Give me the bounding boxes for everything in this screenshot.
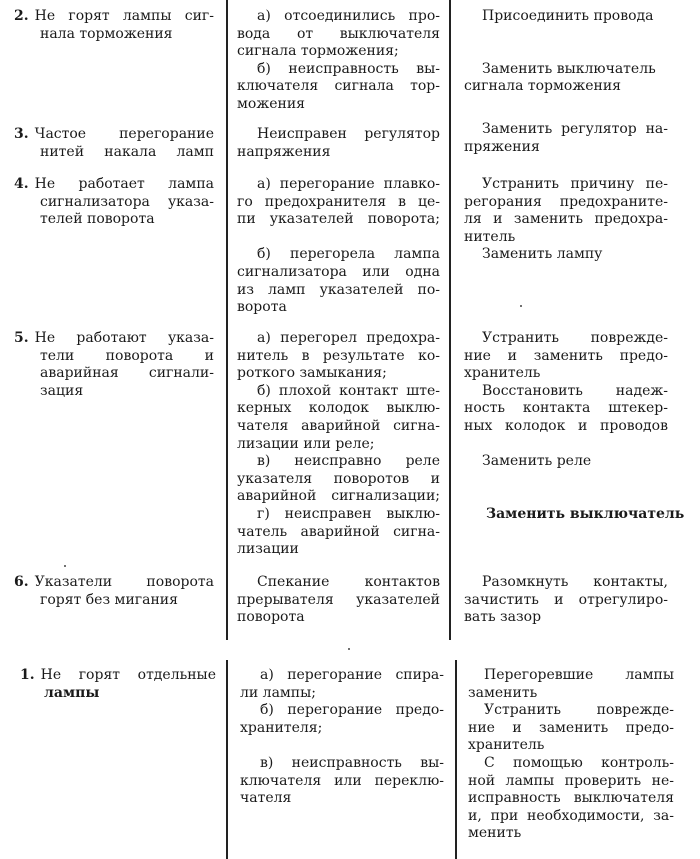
remedy-line: Заменить выключатель bbox=[486, 505, 685, 522]
problem-line: 6. Указатели поворота bbox=[14, 574, 214, 590]
row-3-remedy bbox=[464, 121, 668, 156]
cause-line: хранителя; bbox=[240, 719, 323, 736]
row-1-problem bbox=[20, 667, 216, 702]
problem-line: 1. Не горят отдельные bbox=[20, 667, 216, 683]
remedy-line: хранитель bbox=[468, 737, 545, 754]
cause-line: ключателя сигнала тор- bbox=[237, 78, 440, 95]
print-speck bbox=[348, 648, 350, 650]
row-4-cause bbox=[237, 176, 440, 317]
row-3-problem bbox=[14, 126, 214, 161]
row-6-remedy bbox=[464, 574, 668, 627]
remedy-line: исправность выключателя bbox=[468, 790, 674, 807]
remedy-line: ля и заменить предохра- bbox=[464, 211, 668, 228]
remedy-line: вать зазор bbox=[464, 609, 542, 626]
row-4-remedy bbox=[464, 176, 668, 264]
problem-line: лампы bbox=[44, 684, 100, 701]
problem-line: тели поворота и bbox=[40, 347, 214, 364]
cause-line: в) неисправно реле bbox=[257, 453, 440, 470]
remedy-line: хранитель bbox=[464, 365, 541, 382]
problem-line: сигнализатора указа- bbox=[40, 193, 214, 210]
row-2-remedy bbox=[464, 8, 668, 96]
remedy-line: Присоединить провода bbox=[482, 8, 654, 24]
cause-line: Спекание контактов bbox=[257, 574, 440, 590]
cause-line: лизации bbox=[237, 541, 299, 558]
cause-line: б) плохой контакт ште- bbox=[257, 382, 440, 399]
cause-line: указателя поворотов и bbox=[237, 470, 440, 487]
remedy-line: Заменить лампу bbox=[482, 246, 603, 263]
problem-line: телей поворота bbox=[40, 211, 155, 228]
cause-line: роткого замыкания; bbox=[237, 365, 387, 382]
remedy-line: ние и заменить предо- bbox=[464, 347, 668, 364]
remedy-line: пряжения bbox=[464, 138, 540, 155]
cause-line: в) неисправность вы- bbox=[260, 754, 444, 771]
column-divider-left-lower bbox=[226, 660, 228, 859]
problem-line: 4. Не работает лампа bbox=[14, 176, 214, 192]
remedy-line: ность контакта штекер- bbox=[464, 400, 668, 417]
cause-line: пи указателей поворота; bbox=[237, 211, 440, 228]
cause-line: из ламп указателей по- bbox=[237, 281, 440, 298]
cause-line: Неисправен регулятор bbox=[257, 126, 440, 142]
cause-line: сигнала торможения; bbox=[237, 43, 399, 60]
problem-line: нала торможения bbox=[40, 25, 173, 42]
cause-line: а) перегорание спира- bbox=[260, 667, 444, 683]
remedy-line: ных колодок и проводов bbox=[464, 417, 668, 434]
cause-line: го предохранителя в це- bbox=[237, 193, 440, 210]
column-divider-right bbox=[449, 0, 451, 640]
remedy-line: Заменить регулятор на- bbox=[482, 121, 668, 137]
column-divider-left bbox=[226, 0, 228, 640]
remedy-line: зачистить и отрегулиро- bbox=[464, 591, 668, 608]
problem-line: зация bbox=[40, 382, 84, 399]
row-2-cause bbox=[237, 8, 440, 114]
row-5-cause bbox=[237, 330, 440, 559]
cause-line: можения bbox=[237, 95, 305, 112]
row-number: 5. bbox=[14, 330, 29, 346]
remedy-line: заменить bbox=[468, 684, 538, 701]
cause-line: поворота bbox=[237, 609, 305, 626]
remedy-line: ной лампы проверить не- bbox=[468, 772, 674, 789]
cause-line: напряжения bbox=[237, 143, 331, 160]
remedy-line: Устранить причину пе- bbox=[482, 176, 668, 192]
problem-line: 3. Частое перегорание bbox=[14, 126, 214, 142]
print-speck bbox=[520, 305, 522, 307]
problem-line: горят без мигания bbox=[40, 591, 178, 608]
cause-line: б) перегорела лампа bbox=[257, 246, 440, 263]
cause-line: нитель в результате ко- bbox=[237, 347, 440, 364]
print-speck bbox=[64, 565, 66, 567]
remedy-line: и, при необходимости, за- bbox=[468, 807, 674, 824]
problem-line: нитей накала ламп bbox=[40, 143, 214, 160]
row-5-problem bbox=[14, 330, 214, 400]
remedy-line: нитель bbox=[464, 228, 516, 245]
row-3-cause bbox=[237, 126, 440, 161]
row-number: 3. bbox=[14, 126, 29, 142]
row-1-remedy bbox=[468, 667, 674, 843]
row-6-problem bbox=[14, 574, 214, 609]
remedy-line: Устранить поврежде- bbox=[484, 702, 674, 719]
remedy-line: менить bbox=[468, 825, 522, 842]
row-number: 6. bbox=[14, 574, 29, 590]
cause-line: б) перегорание предо- bbox=[260, 702, 444, 719]
cause-line: прерывателя указателей bbox=[237, 591, 440, 608]
row-number: 4. bbox=[14, 176, 29, 192]
row-number: 1. bbox=[20, 667, 35, 683]
remedy-line: сигнала торможения bbox=[464, 78, 621, 95]
cause-line: а) перегорание плавко- bbox=[257, 176, 440, 192]
remedy-line: С помощью контроль- bbox=[484, 754, 674, 771]
remedy-line: Устранить поврежде- bbox=[482, 330, 668, 346]
cause-line: чатель аварийной сигна- bbox=[237, 523, 440, 540]
cause-line: а) отсоединились про- bbox=[257, 8, 440, 24]
problem-line: 2. Не горят лампы сиг- bbox=[14, 8, 214, 24]
cause-line: керных колодок выклю- bbox=[237, 400, 440, 417]
remedy-line: Разомкнуть контакты, bbox=[482, 574, 668, 590]
remedy-line: Восстановить надеж- bbox=[482, 382, 668, 399]
column-divider-right-lower bbox=[455, 660, 457, 859]
cause-line: г) неисправен выклю- bbox=[257, 505, 440, 522]
row-number: 2. bbox=[14, 8, 29, 24]
row-2-problem bbox=[14, 8, 214, 43]
remedy-line: Заменить выключатель bbox=[482, 60, 656, 77]
row-1-cause bbox=[240, 667, 444, 808]
cause-line: ворота bbox=[237, 299, 287, 316]
remedy-line: Заменить реле bbox=[482, 453, 592, 470]
remedy-line: ние и заменить предо- bbox=[468, 719, 674, 736]
cause-line: ключателя или переклю- bbox=[240, 772, 444, 789]
cause-line: а) перегорел предохра- bbox=[257, 330, 440, 346]
problem-line: аварийная сигнали- bbox=[40, 365, 214, 382]
row-6-cause bbox=[237, 574, 440, 627]
cause-line: аварийной сигнализации; bbox=[237, 488, 440, 505]
cause-line: ли лампы; bbox=[240, 684, 316, 701]
cause-line: чателя bbox=[240, 790, 292, 807]
cause-line: лизации или реле; bbox=[237, 435, 375, 452]
cause-line: б) неисправность вы- bbox=[257, 60, 440, 77]
row-5-remedy bbox=[464, 330, 685, 524]
cause-line: сигнализатора или одна bbox=[237, 263, 440, 280]
cause-line: вода от выключателя bbox=[237, 25, 440, 42]
remedy-line: регорания предохраните- bbox=[464, 193, 668, 210]
problem-line: 5. Не работают указа- bbox=[14, 330, 214, 346]
row-4-problem bbox=[14, 176, 214, 229]
cause-line: чателя аварийной сигна- bbox=[237, 417, 440, 434]
remedy-line: Перегоревшие лампы bbox=[484, 667, 674, 683]
